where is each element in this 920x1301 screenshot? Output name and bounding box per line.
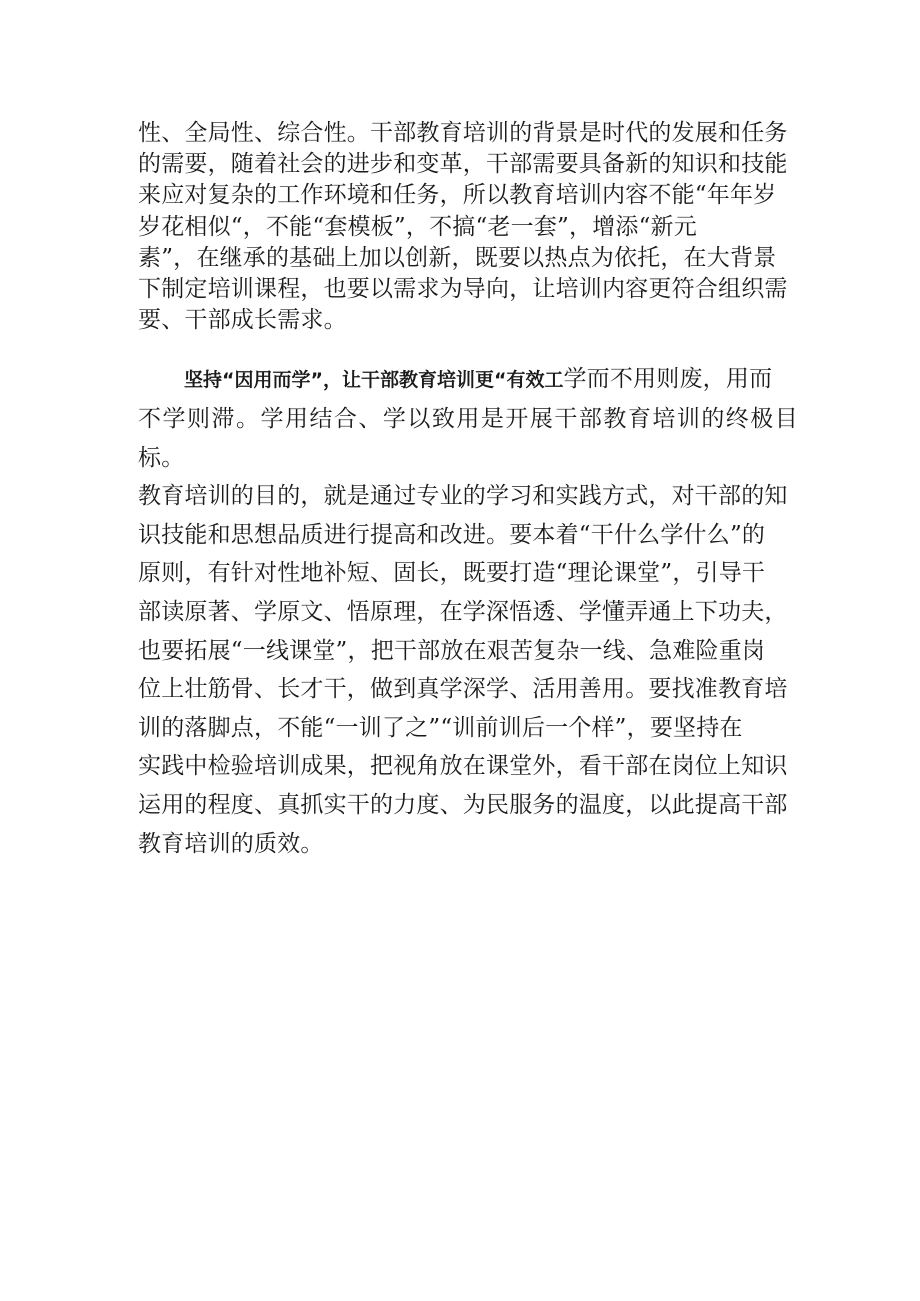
paragraph-2 — [138, 360, 798, 863]
paragraph-2-body: 学而不用则废，用而 不学则滞。学用结合、学以致用是开展干部教育培训的终极目标。 教育培训的目的，就是通过专业的学习和实践方式，对干部的知 识技能和思想品质进行提高和改进。要本着“干什么学什么”的 原则，有针对性地补短、固长，既要打造“理论课堂”，引导干 部读原著、学原文、悟原理，在学深悟透、学懂弄通上下功夫， 也要拓展“一线课堂”，把干部放在艰苦复杂一线、急难险重岗 位上壮筋骨、长才干，做到真学深学、活用善用。要找准教育培 训的落脚点，不能“一训了之”“训前训后一个样”，要坚持在 实践中检验培训成果，把视角放在课堂外，看干部在岗位上知识 运用的程度、真抓实干的力度、为民服务的温度，以此提高干部 教育培训的质效。 — [138, 366, 798, 857]
document-page — [138, 118, 798, 863]
paragraph-1: 性、全局性、综合性。干部教育培训的背景是时代的发展和任务 的需要，随着社会的进步和变革，干部需要具备新的知识和技能 来应对复杂的工作环境和任务，所以教育培训内容不能“年年岁 岁花相似“，不能“套模板”，不搞“老一套”，增添“新元 素”，在继承的基础上加以创新，既要以热点为依托，在大背景 下制定培训课程，也要以需求为导向，让培训内容更符合组织需 要、干部成长需求。 — [138, 120, 788, 334]
paragraph-2-heading: 坚持“因用而学”，让干部教育培训更“有效工 — [184, 369, 564, 392]
